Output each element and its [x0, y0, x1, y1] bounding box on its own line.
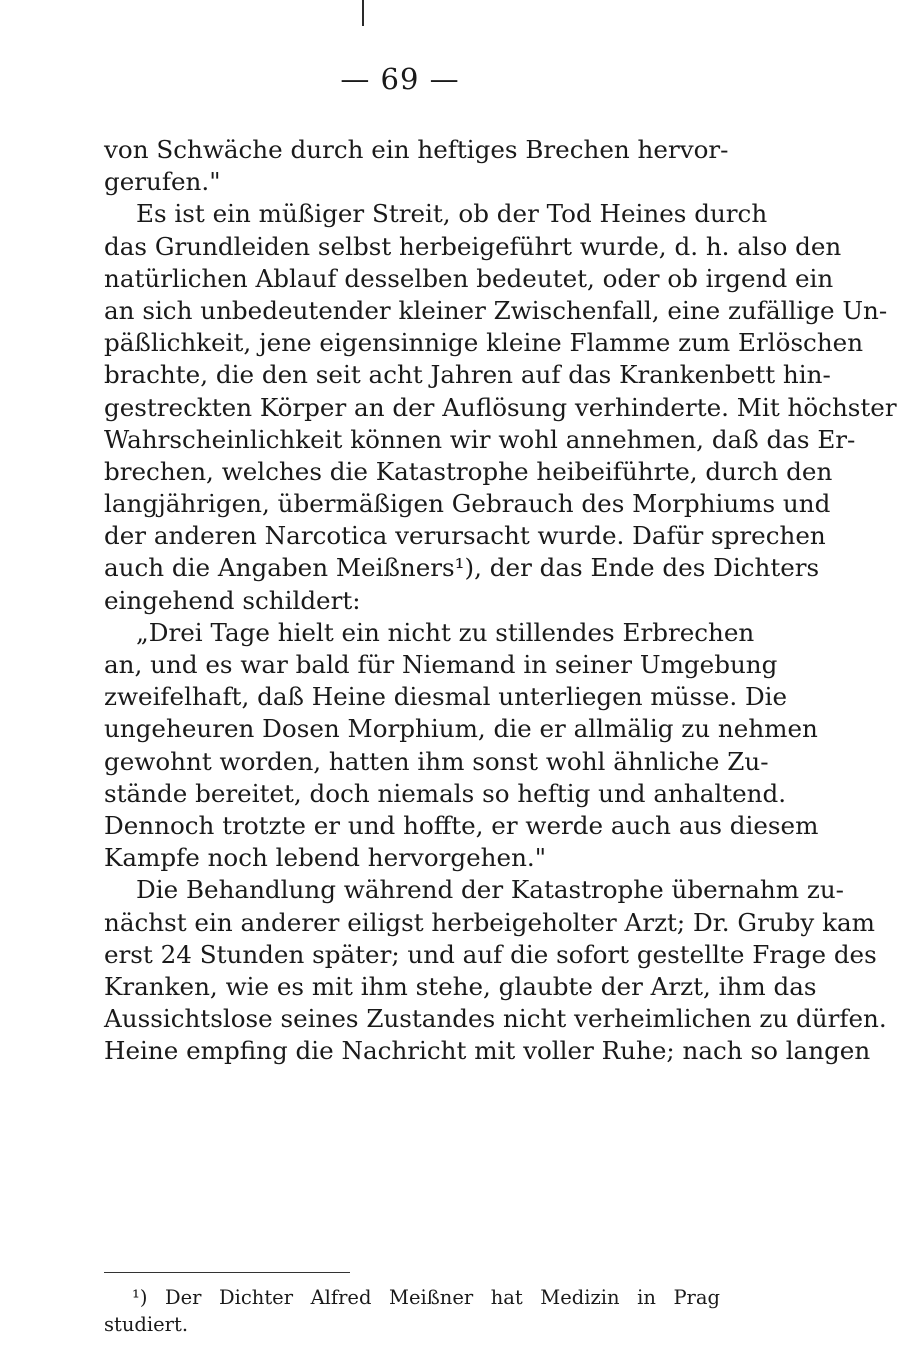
text-line: stände bereitet, doch niemals so heftig und anhaltend. — [104, 778, 787, 808]
text-line: an sich unbedeutender kleiner Zwischenfall, eine zufällige Un- — [104, 295, 888, 325]
text-line: auch die Angaben Meißners¹), der das Ende des Dichters — [104, 553, 820, 583]
footnote-line: studiert. — [104, 1313, 189, 1336]
footnote — [104, 1284, 720, 1338]
text-line: erst 24 Stunden später; und auf die sofort gestellte Frage des — [104, 939, 877, 969]
footnote-divider — [104, 1272, 350, 1273]
text-line: an, und es war bald für Niemand in seiner Umgebung — [104, 650, 778, 679]
text-line: Aussichtslose seines Zustandes nicht verheimlichen zu dürfen. — [104, 1004, 887, 1034]
scan-edge-mark — [362, 0, 364, 26]
text-line: nächst ein anderer eiligst herbeigeholter Arzt; Dr. Gruby kam — [104, 907, 876, 937]
text-line: Wahrscheinlichkeit können wir wohl annehmen, daß das Er- — [104, 424, 856, 454]
text-line: Kranken, wie es mit ihm stehe, glaubte der Arzt, ihm das — [104, 971, 817, 1001]
text-line: gestreckten Körper an der Auflösung verhinderte. Mit höchster — [104, 392, 897, 422]
text-line: Die Behandlung während der Katastrophe übernahm zu- — [136, 875, 844, 905]
footnote-line: ¹) Der Dichter Alfred Meißner hat Medizin in Prag — [132, 1286, 720, 1309]
text-line: eingehend schildert: — [104, 585, 361, 615]
text-line: päßlichkeit, jene eigensinnige kleine Flamme zum Erlöschen — [104, 328, 864, 358]
text-line: zweifelhaft, daß Heine diesmal unterliegen müsse. Die — [104, 682, 788, 712]
text-line: gewohnt worden, hatten ihm sonst wohl ähnliche Zu- — [104, 746, 769, 776]
text-line: gerufen." — [104, 167, 221, 197]
page-number: — 69 — — [340, 62, 460, 96]
text-line: ungeheuren Dosen Morphium, die er allmälig zu nehmen — [104, 714, 818, 744]
text-line: Kampfe noch lebend hervorgehen." — [104, 843, 547, 873]
text-line: brachte, die den seit acht Jahren auf das Krankenbett hin- — [104, 360, 831, 390]
text-line: Dennoch trotzte er und hoffte, er werde auch aus diesem — [104, 810, 819, 840]
text-line: der anderen Narcotica verursacht wurde. Dafür sprechen — [104, 521, 826, 551]
body-text — [104, 134, 897, 1067]
text-line: brechen, welches die Katastrophe heibeiführte, durch den — [104, 456, 833, 486]
text-line: natürlichen Ablauf desselben bedeutet, oder ob irgend ein — [104, 263, 834, 293]
text-line: Heine empfing die Nachricht mit voller Ruhe; nach so langen — [104, 1036, 871, 1066]
text-line: langjährigen, übermäßigen Gebrauch des Morphiums und — [104, 489, 831, 519]
text-line: von Schwäche durch ein heftiges Brechen hervor- — [104, 135, 729, 164]
text-line: Es ist ein müßiger Streit, ob der Tod Heines durch — [136, 199, 768, 229]
text-line: das Grundleiden selbst herbeigeführt wurde, d. h. also den — [104, 231, 842, 261]
text-line: „Drei Tage hielt ein nicht zu stillendes Erbrechen — [136, 617, 755, 647]
